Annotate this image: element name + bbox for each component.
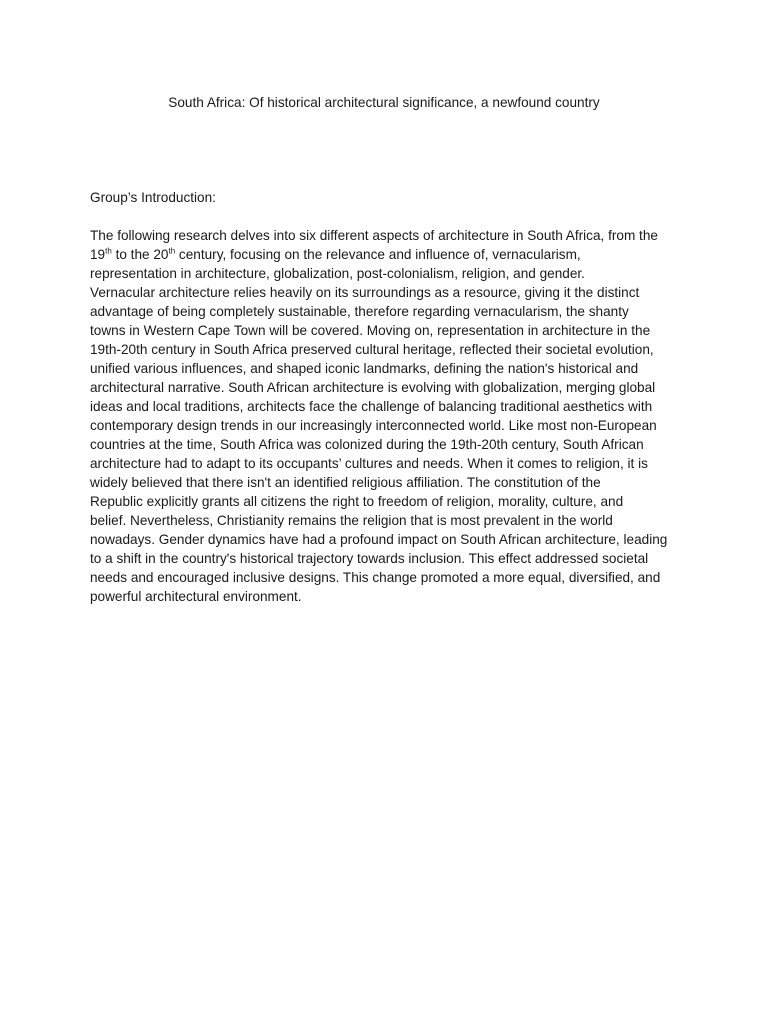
document-title: South Africa: Of historical architectural significance, a newfound country — [168, 95, 600, 110]
paragraph-line: Vernacular architecture relies heavily on its surroundings as a resource, giving it the distinct — [90, 285, 640, 300]
paragraph-line: countries at the time, South Africa was colonized during the 19th-20th century, South African — [90, 437, 644, 452]
paragraph-line: towns in Western Cape Town will be covered. Moving on, representation in architecture in the — [90, 323, 651, 338]
century-number: 19 — [90, 247, 106, 262]
paragraph-line: unified various influences, and shaped iconic landmarks, defining the nation's historical and — [90, 361, 639, 376]
section-heading: Group’s Introduction: — [90, 190, 216, 205]
paragraph-line: belief. Nevertheless, Christianity remains the religion that is most prevalent in the world — [90, 513, 613, 528]
paragraph-line: to a shift in the country's historical trajectory towards inclusion. This effect addressed societal — [90, 551, 649, 566]
introduction-paragraph — [90, 226, 686, 606]
line-text: century, focusing on the relevance and influence of, vernacularism, — [175, 247, 581, 262]
ordinal-superscript: th — [168, 246, 176, 256]
paragraph-line: representation in architecture, globalization, post-colonialism, religion, and gender. — [90, 266, 585, 281]
paragraph-line: architecture had to adapt to its occupants’ cultures and needs. When it comes to religion, it is — [90, 456, 648, 471]
paragraph-line: contemporary design trends in our increasingly interconnected world. Like most non-European — [90, 418, 657, 433]
paragraph-line — [90, 245, 686, 264]
paragraph-line: ideas and local traditions, architects face the challenge of balancing traditional aesthetics with — [90, 399, 653, 414]
paragraph-line: nowadays. Gender dynamics have had a profound impact on South African architecture, leading — [90, 532, 668, 547]
paragraph-line: powerful architectural environment. — [90, 589, 302, 604]
paragraph-line: Republic explicitly grants all citizens the right to freedom of religion, morality, culture, and — [90, 494, 624, 509]
paragraph-line: The following research delves into six different aspects of architecture in South Africa, from the — [90, 228, 658, 243]
paragraph-line: widely believed that there isn't an identified religious affiliation. The constitution of the — [90, 475, 601, 490]
paragraph-line: advantage of being completely sustainable, therefore regarding vernacularism, the shanty — [90, 304, 629, 319]
ordinal-superscript: th — [105, 246, 112, 256]
paragraph-line: needs and encouraged inclusive designs. This change promoted a more equal, diversified, and — [90, 570, 661, 585]
paragraph-line: architectural narrative. South African architecture is evolving with globalization, merging global — [90, 380, 656, 395]
line-text: to the 20 — [111, 247, 169, 262]
paragraph-line: 19th-20th century in South Africa preserved cultural heritage, reflected their societal evolution, — [90, 342, 654, 357]
